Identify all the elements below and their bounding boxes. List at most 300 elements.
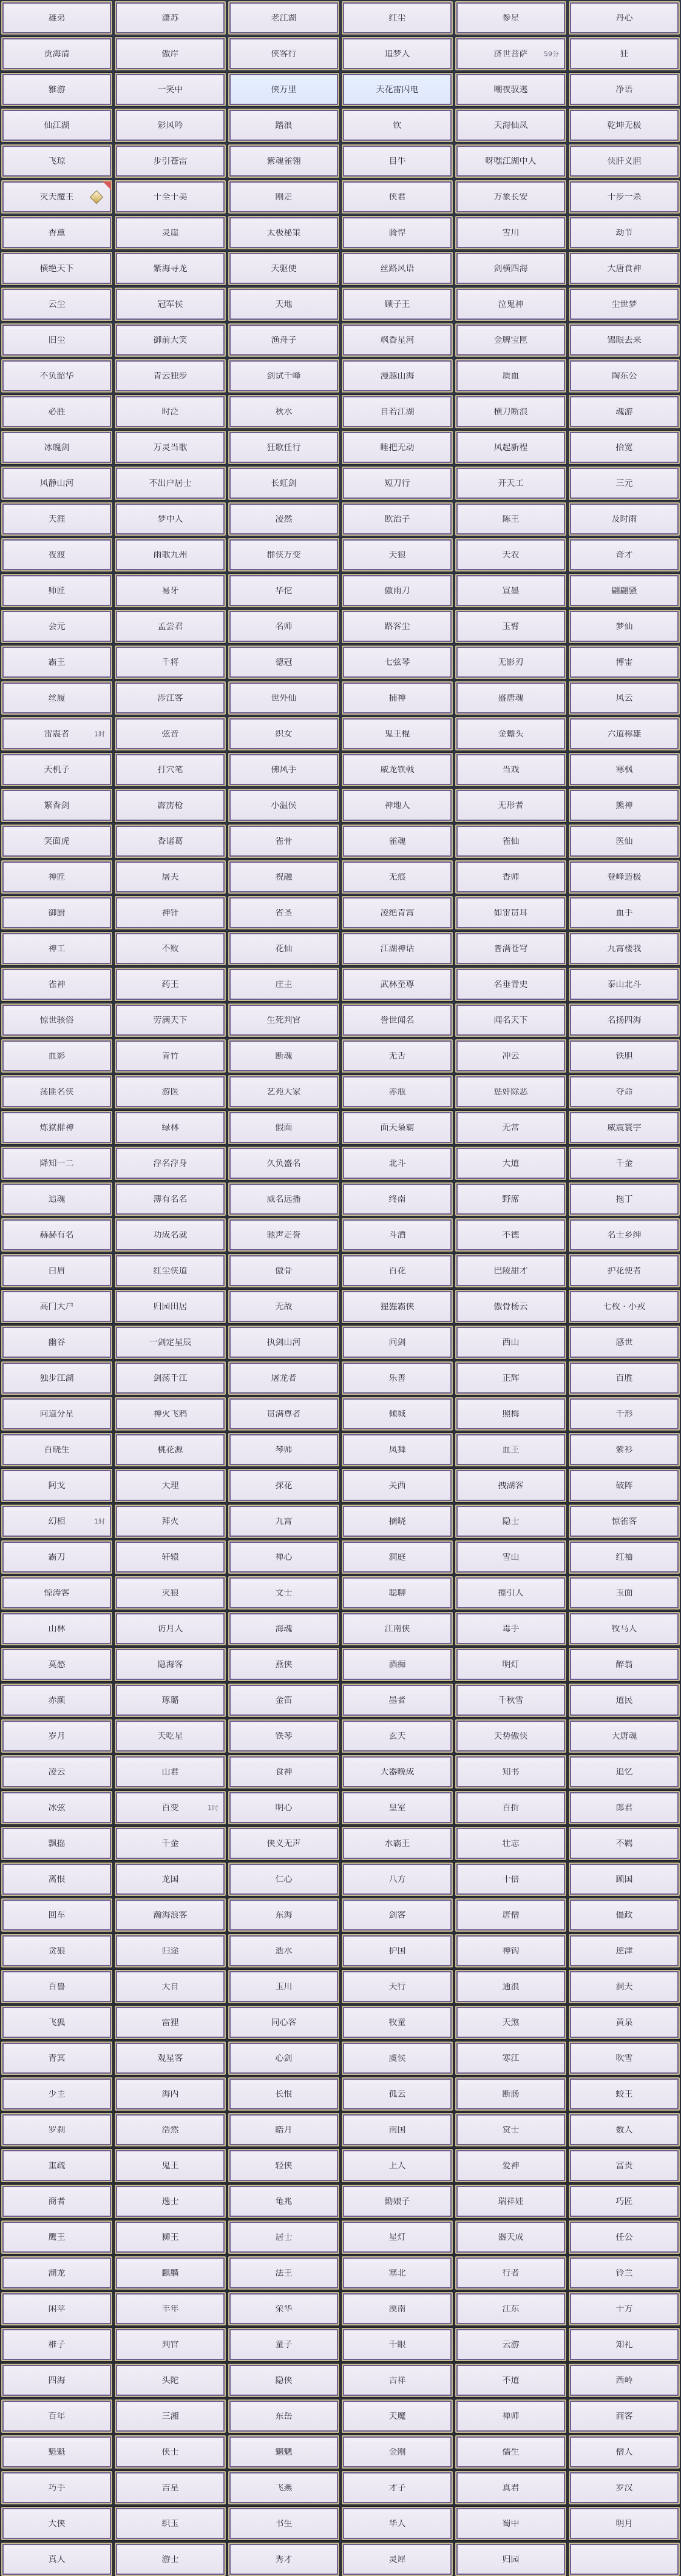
title-cell[interactable] — [115, 2220, 226, 2254]
title-cell[interactable] — [569, 2220, 680, 2254]
title-cell[interactable] — [569, 1147, 680, 1180]
title-cell[interactable] — [1, 252, 112, 285]
title-cell[interactable] — [1, 2256, 112, 2290]
title-cell[interactable] — [1, 288, 112, 321]
title-cell[interactable] — [569, 753, 680, 786]
title-cell[interactable] — [228, 1576, 339, 1610]
title-cell[interactable] — [115, 1, 226, 35]
title-cell[interactable] — [228, 216, 339, 249]
title-cell[interactable] — [455, 1254, 566, 1287]
title-cell[interactable] — [1, 2006, 112, 2039]
title-cell[interactable] — [115, 1755, 226, 1789]
title-cell[interactable] — [228, 288, 339, 321]
title-cell[interactable] — [569, 1290, 680, 1323]
title-cell[interactable] — [1, 932, 112, 965]
title-cell[interactable] — [228, 2149, 339, 2182]
title-cell[interactable] — [228, 753, 339, 786]
title-cell[interactable] — [228, 323, 339, 357]
title-cell[interactable] — [342, 1111, 453, 1144]
title-cell[interactable] — [115, 1648, 226, 1681]
title-cell[interactable] — [455, 180, 566, 214]
title-cell[interactable] — [569, 216, 680, 249]
title-cell[interactable] — [115, 2399, 226, 2433]
title-cell[interactable] — [115, 1791, 226, 1824]
title-cell[interactable] — [115, 2256, 226, 2290]
title-cell[interactable] — [1, 824, 112, 858]
title-cell[interactable] — [342, 860, 453, 894]
title-cell[interactable] — [115, 37, 226, 70]
title-cell[interactable] — [342, 1612, 453, 1645]
title-cell[interactable] — [1, 73, 112, 106]
title-cell[interactable] — [342, 932, 453, 965]
title-cell[interactable] — [455, 2471, 566, 2504]
title-cell[interactable] — [569, 1433, 680, 1466]
title-cell[interactable] — [569, 1684, 680, 1717]
title-cell[interactable] — [342, 1755, 453, 1789]
title-cell[interactable] — [1, 2149, 112, 2182]
title-cell[interactable] — [342, 753, 453, 786]
title-cell[interactable] — [228, 1934, 339, 1967]
title-cell[interactable] — [342, 1827, 453, 1860]
title-cell[interactable] — [569, 968, 680, 1001]
title-cell[interactable] — [1, 968, 112, 1001]
title-cell[interactable] — [115, 1326, 226, 1359]
title-cell[interactable] — [1, 1934, 112, 1967]
title-cell[interactable] — [228, 1254, 339, 1287]
title-cell[interactable] — [455, 1433, 566, 1466]
title-cell[interactable] — [115, 359, 226, 393]
title-cell[interactable] — [342, 1505, 453, 1538]
title-cell[interactable] — [569, 1612, 680, 1645]
title-cell[interactable] — [455, 431, 566, 464]
title-cell[interactable] — [342, 288, 453, 321]
title-cell[interactable] — [228, 2077, 339, 2111]
title-cell[interactable] — [342, 1397, 453, 1431]
title-cell[interactable] — [455, 860, 566, 894]
title-cell[interactable] — [1, 681, 112, 715]
title-cell[interactable] — [569, 681, 680, 715]
title-cell[interactable] — [115, 932, 226, 965]
title-cell[interactable] — [455, 216, 566, 249]
title-cell[interactable] — [1, 789, 112, 822]
title-cell[interactable] — [455, 1648, 566, 1681]
title-cell[interactable] — [569, 395, 680, 428]
title-cell[interactable] — [342, 1, 453, 35]
title-cell[interactable] — [455, 288, 566, 321]
title-cell[interactable] — [455, 323, 566, 357]
title-cell[interactable] — [342, 2185, 453, 2218]
title-cell[interactable] — [569, 1755, 680, 1789]
title-cell[interactable] — [228, 1361, 339, 1395]
title-cell[interactable] — [569, 1326, 680, 1359]
title-cell[interactable] — [228, 717, 339, 750]
title-cell[interactable] — [1, 144, 112, 178]
title-cell[interactable] — [228, 1182, 339, 1216]
title-cell[interactable] — [342, 1147, 453, 1180]
title-cell[interactable] — [455, 1970, 566, 2003]
title-cell[interactable] — [569, 502, 680, 536]
title-cell[interactable] — [455, 1182, 566, 1216]
title-cell[interactable] — [342, 2507, 453, 2540]
title-cell[interactable] — [569, 2328, 680, 2361]
title-cell[interactable] — [228, 1898, 339, 1932]
title-cell[interactable] — [569, 1791, 680, 1824]
title-cell[interactable] — [115, 1433, 226, 1466]
title-cell[interactable] — [115, 1039, 226, 1073]
title-cell[interactable] — [569, 1576, 680, 1610]
title-cell[interactable] — [455, 2435, 566, 2469]
title-cell[interactable] — [569, 824, 680, 858]
title-cell[interactable] — [569, 2292, 680, 2325]
title-cell[interactable] — [228, 2042, 339, 2075]
title-cell[interactable] — [569, 1003, 680, 1037]
title-cell[interactable] — [115, 109, 226, 142]
title-cell[interactable] — [455, 73, 566, 106]
title-cell[interactable] — [455, 109, 566, 142]
title-cell[interactable] — [569, 717, 680, 750]
title-cell[interactable] — [115, 216, 226, 249]
title-cell[interactable] — [455, 1612, 566, 1645]
title-cell[interactable] — [228, 109, 339, 142]
title-cell[interactable] — [569, 467, 680, 500]
title-cell[interactable] — [455, 896, 566, 929]
title-cell[interactable] — [228, 431, 339, 464]
title-cell[interactable] — [455, 2256, 566, 2290]
title-cell[interactable] — [342, 2077, 453, 2111]
title-cell[interactable] — [342, 2543, 453, 2576]
title-cell[interactable] — [342, 1254, 453, 1287]
title-cell[interactable] — [115, 502, 226, 536]
title-cell[interactable] — [228, 646, 339, 679]
title-cell[interactable] — [1, 1898, 112, 1932]
title-cell[interactable] — [342, 1684, 453, 1717]
title-cell[interactable] — [115, 2471, 226, 2504]
title-cell[interactable] — [115, 2113, 226, 2146]
title-cell[interactable] — [342, 37, 453, 70]
title-cell[interactable] — [1, 538, 112, 572]
title-cell[interactable] — [569, 1, 680, 35]
title-cell[interactable] — [342, 1039, 453, 1073]
title-cell[interactable] — [455, 1290, 566, 1323]
title-cell[interactable] — [115, 1290, 226, 1323]
title-cell[interactable] — [228, 1111, 339, 1144]
title-cell[interactable] — [228, 574, 339, 607]
title-cell[interactable] — [455, 1003, 566, 1037]
title-cell[interactable] — [228, 1433, 339, 1466]
title-cell[interactable] — [342, 180, 453, 214]
title-cell[interactable] — [1, 2507, 112, 2540]
title-cell[interactable] — [115, 1612, 226, 1645]
title-cell[interactable] — [115, 860, 226, 894]
title-cell[interactable] — [569, 2435, 680, 2469]
title-cell[interactable] — [342, 1003, 453, 1037]
title-cell[interactable] — [569, 431, 680, 464]
title-cell[interactable] — [569, 1540, 680, 1574]
title-cell[interactable] — [115, 789, 226, 822]
title-cell[interactable] — [115, 2364, 226, 2397]
title-cell[interactable] — [342, 1540, 453, 1574]
title-cell[interactable] — [115, 574, 226, 607]
title-cell[interactable] — [342, 1469, 453, 1502]
title-cell[interactable] — [228, 1719, 339, 1753]
title-cell[interactable] — [569, 789, 680, 822]
title-cell[interactable] — [228, 1218, 339, 1252]
title-cell[interactable] — [342, 2364, 453, 2397]
title-cell[interactable] — [569, 1218, 680, 1252]
title-cell[interactable] — [115, 2042, 226, 2075]
title-cell[interactable] — [569, 323, 680, 357]
title-cell[interactable] — [1, 180, 112, 214]
title-cell[interactable] — [1, 1326, 112, 1359]
title-cell[interactable] — [115, 2185, 226, 2218]
title-cell[interactable] — [1, 2328, 112, 2361]
title-cell[interactable] — [569, 109, 680, 142]
title-cell[interactable] — [228, 1791, 339, 1824]
title-cell[interactable] — [228, 610, 339, 643]
title-cell[interactable] — [1, 1147, 112, 1180]
title-cell[interactable] — [228, 2006, 339, 2039]
title-cell[interactable] — [1, 1612, 112, 1645]
title-cell[interactable] — [1, 2471, 112, 2504]
title-cell[interactable] — [455, 1326, 566, 1359]
title-cell[interactable] — [455, 1863, 566, 1896]
title-cell[interactable] — [342, 323, 453, 357]
title-cell[interactable] — [342, 1290, 453, 1323]
title-cell[interactable] — [1, 2220, 112, 2254]
title-cell[interactable] — [115, 144, 226, 178]
title-cell[interactable] — [342, 431, 453, 464]
title-cell[interactable] — [455, 1684, 566, 1717]
title-cell[interactable] — [115, 1576, 226, 1610]
title-cell[interactable] — [115, 717, 226, 750]
title-cell[interactable] — [342, 1898, 453, 1932]
title-cell[interactable] — [455, 1898, 566, 1932]
title-cell[interactable] — [115, 2435, 226, 2469]
title-cell[interactable] — [455, 1576, 566, 1610]
title-cell[interactable] — [228, 1863, 339, 1896]
title-cell[interactable] — [115, 2543, 226, 2576]
title-cell[interactable] — [455, 1791, 566, 1824]
title-cell[interactable] — [342, 2292, 453, 2325]
title-cell[interactable] — [1, 1039, 112, 1073]
title-cell[interactable] — [455, 1505, 566, 1538]
title-cell[interactable] — [115, 1898, 226, 1932]
title-cell[interactable] — [228, 681, 339, 715]
title-cell[interactable] — [455, 467, 566, 500]
title-cell[interactable] — [228, 2328, 339, 2361]
title-cell[interactable] — [115, 1147, 226, 1180]
title-cell[interactable] — [455, 1075, 566, 1108]
title-cell[interactable] — [342, 467, 453, 500]
title-cell[interactable] — [115, 968, 226, 1001]
title-cell[interactable] — [569, 288, 680, 321]
title-cell[interactable] — [455, 502, 566, 536]
title-cell[interactable] — [1, 431, 112, 464]
title-cell[interactable] — [1, 2435, 112, 2469]
title-cell[interactable] — [342, 2006, 453, 2039]
title-cell[interactable] — [455, 144, 566, 178]
title-cell[interactable] — [1, 896, 112, 929]
title-cell[interactable] — [569, 180, 680, 214]
title-cell[interactable] — [115, 610, 226, 643]
title-cell[interactable] — [228, 1290, 339, 1323]
title-cell[interactable] — [115, 538, 226, 572]
title-cell[interactable] — [1, 1111, 112, 1144]
title-cell[interactable] — [569, 860, 680, 894]
title-cell[interactable] — [342, 824, 453, 858]
title-cell[interactable] — [342, 1075, 453, 1108]
title-cell[interactable] — [455, 1361, 566, 1395]
title-cell[interactable] — [342, 2042, 453, 2075]
title-cell[interactable] — [228, 1970, 339, 2003]
title-cell[interactable] — [455, 681, 566, 715]
title-cell[interactable] — [1, 1254, 112, 1287]
title-cell[interactable] — [1, 467, 112, 500]
title-cell[interactable] — [455, 1827, 566, 1860]
title-cell[interactable] — [1, 717, 112, 750]
title-cell[interactable] — [228, 932, 339, 965]
title-cell[interactable] — [115, 1361, 226, 1395]
title-cell[interactable] — [342, 896, 453, 929]
title-cell[interactable] — [455, 610, 566, 643]
title-cell[interactable] — [115, 646, 226, 679]
title-cell[interactable] — [115, 1254, 226, 1287]
title-cell[interactable] — [228, 1505, 339, 1538]
title-cell[interactable] — [342, 1863, 453, 1896]
title-cell[interactable] — [569, 538, 680, 572]
title-cell[interactable] — [342, 502, 453, 536]
title-cell[interactable] — [342, 2471, 453, 2504]
title-cell[interactable] — [569, 1075, 680, 1108]
title-cell[interactable] — [569, 359, 680, 393]
title-cell[interactable] — [455, 1039, 566, 1073]
title-cell[interactable] — [115, 1934, 226, 1967]
title-cell[interactable] — [1, 1290, 112, 1323]
title-cell[interactable] — [115, 2328, 226, 2361]
title-cell[interactable] — [342, 1719, 453, 1753]
title-cell[interactable] — [342, 717, 453, 750]
title-cell[interactable] — [342, 2220, 453, 2254]
title-cell[interactable] — [1, 323, 112, 357]
title-cell[interactable] — [342, 1934, 453, 1967]
title-cell[interactable] — [228, 1003, 339, 1037]
title-cell[interactable] — [455, 1397, 566, 1431]
title-cell[interactable] — [569, 1505, 680, 1538]
title-cell[interactable] — [569, 2006, 680, 2039]
title-cell[interactable] — [569, 1361, 680, 1395]
title-cell[interactable] — [569, 1970, 680, 2003]
title-cell[interactable] — [228, 359, 339, 393]
title-cell[interactable] — [115, 1003, 226, 1037]
title-cell[interactable] — [115, 180, 226, 214]
title-cell[interactable] — [455, 2006, 566, 2039]
title-cell[interactable] — [228, 789, 339, 822]
title-cell[interactable] — [1, 1684, 112, 1717]
title-cell[interactable] — [1, 1182, 112, 1216]
title-cell[interactable] — [569, 2042, 680, 2075]
title-cell[interactable] — [115, 1469, 226, 1502]
title-cell[interactable] — [342, 1182, 453, 1216]
title-cell[interactable] — [455, 2077, 566, 2111]
title-cell[interactable] — [228, 37, 339, 70]
title-cell[interactable] — [228, 144, 339, 178]
title-cell[interactable] — [569, 932, 680, 965]
title-cell[interactable] — [228, 896, 339, 929]
title-cell[interactable] — [228, 1039, 339, 1073]
title-cell[interactable] — [115, 1863, 226, 1896]
title-cell[interactable] — [455, 1755, 566, 1789]
title-cell[interactable] — [342, 1218, 453, 1252]
title-cell[interactable] — [455, 252, 566, 285]
title-cell[interactable] — [569, 2364, 680, 2397]
title-cell[interactable] — [228, 2364, 339, 2397]
title-cell[interactable] — [455, 1719, 566, 1753]
title-cell[interactable] — [115, 681, 226, 715]
title-cell[interactable] — [1, 1540, 112, 1574]
title-cell[interactable] — [455, 359, 566, 393]
title-cell[interactable] — [455, 1147, 566, 1180]
title-cell[interactable] — [342, 574, 453, 607]
title-cell[interactable] — [455, 932, 566, 965]
title-cell[interactable] — [342, 2328, 453, 2361]
title-cell[interactable] — [1, 1791, 112, 1824]
title-cell[interactable] — [1, 37, 112, 70]
title-cell[interactable] — [569, 1934, 680, 1967]
title-cell[interactable] — [342, 216, 453, 249]
title-cell[interactable] — [228, 73, 339, 106]
title-cell[interactable] — [455, 1, 566, 35]
title-cell[interactable] — [455, 2399, 566, 2433]
title-cell[interactable] — [569, 1827, 680, 1860]
title-cell[interactable] — [455, 2042, 566, 2075]
title-cell[interactable] — [569, 1254, 680, 1287]
title-cell[interactable] — [228, 2185, 339, 2218]
title-cell[interactable] — [115, 2149, 226, 2182]
title-cell[interactable] — [1, 1970, 112, 2003]
title-cell[interactable] — [342, 1361, 453, 1395]
title-cell[interactable] — [1, 1218, 112, 1252]
title-cell[interactable] — [115, 1111, 226, 1144]
title-cell[interactable] — [228, 1827, 339, 1860]
title-cell[interactable] — [228, 2399, 339, 2433]
title-cell[interactable] — [115, 73, 226, 106]
title-cell[interactable] — [455, 753, 566, 786]
title-cell[interactable] — [115, 1684, 226, 1717]
title-cell[interactable] — [455, 2113, 566, 2146]
title-cell[interactable] — [228, 824, 339, 858]
title-cell[interactable] — [115, 1505, 226, 1538]
title-cell[interactable] — [569, 2185, 680, 2218]
title-cell[interactable] — [1, 1755, 112, 1789]
title-cell[interactable] — [569, 1469, 680, 1502]
title-cell[interactable] — [1, 2042, 112, 2075]
title-cell[interactable] — [342, 73, 453, 106]
title-cell[interactable] — [569, 2256, 680, 2290]
title-cell[interactable] — [455, 1218, 566, 1252]
title-cell[interactable] — [228, 2543, 339, 2576]
title-cell[interactable] — [228, 2256, 339, 2290]
title-cell[interactable] — [455, 1469, 566, 1502]
title-cell[interactable] — [1, 1433, 112, 1466]
title-cell[interactable] — [115, 1182, 226, 1216]
title-cell[interactable] — [569, 252, 680, 285]
title-cell[interactable] — [455, 2220, 566, 2254]
title-cell[interactable] — [455, 968, 566, 1001]
title-cell[interactable] — [115, 1397, 226, 1431]
title-cell[interactable] — [228, 1147, 339, 1180]
title-cell[interactable] — [342, 2149, 453, 2182]
title-cell[interactable] — [342, 1791, 453, 1824]
